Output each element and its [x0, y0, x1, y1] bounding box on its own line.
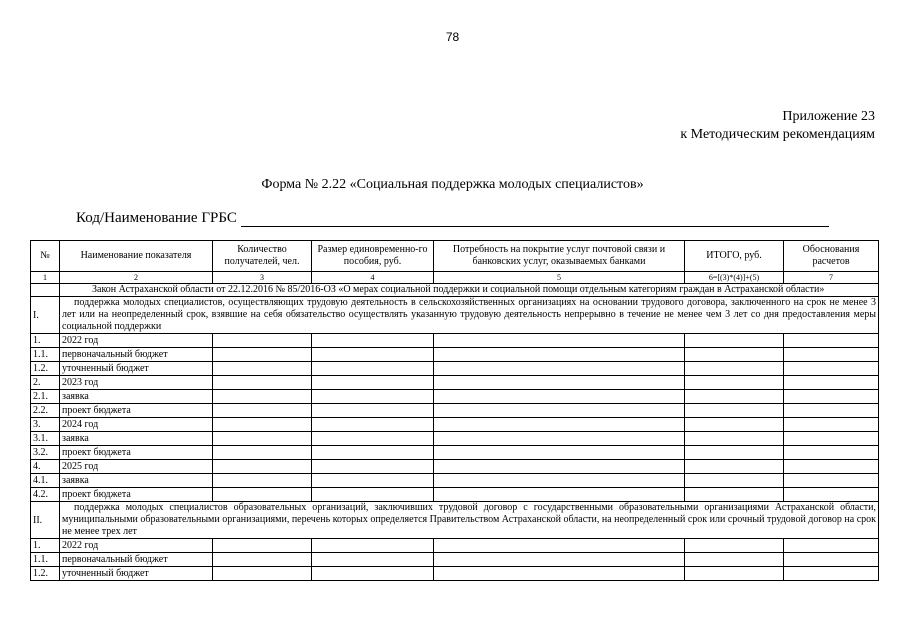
indicator-label: проект бюджета: [60, 446, 213, 460]
empty-value-cell[interactable]: [213, 334, 312, 348]
empty-value-cell[interactable]: [434, 460, 685, 474]
indicator-label: проект бюджета: [60, 404, 213, 418]
empty-value-cell[interactable]: [312, 474, 434, 488]
table-row: [31, 553, 879, 567]
table-row: [31, 567, 879, 581]
header-row: [31, 241, 879, 272]
indicator-label: проект бюджета: [60, 488, 213, 502]
empty-value-cell[interactable]: [685, 362, 784, 376]
form-title: Форма № 2.22 «Социальная поддержка молодых специалистов»: [261, 177, 644, 192]
empty-value-cell[interactable]: [784, 446, 879, 460]
table-row: [31, 539, 879, 553]
empty-value-cell[interactable]: [213, 348, 312, 362]
empty-value-cell[interactable]: [434, 553, 685, 567]
year-label: 2022 год: [60, 539, 213, 553]
year-label: 2022 год: [60, 334, 213, 348]
empty-value-cell[interactable]: [685, 553, 784, 567]
law-row: [31, 284, 879, 297]
table-row: [31, 460, 879, 474]
column-number: 5: [434, 272, 685, 284]
empty-value-cell[interactable]: [784, 418, 879, 432]
empty-value-cell[interactable]: [312, 488, 434, 502]
year-label: 2023 год: [60, 376, 213, 390]
empty-value-cell[interactable]: [213, 432, 312, 446]
empty-value-cell[interactable]: [685, 418, 784, 432]
table-row: [31, 404, 879, 418]
empty-value-cell[interactable]: [312, 390, 434, 404]
grbs-field: [76, 210, 829, 227]
row-number: 3.: [31, 418, 60, 432]
empty-value-cell[interactable]: [685, 539, 784, 553]
indicator-label: первоначальный бюджет: [60, 348, 213, 362]
col-header-allowance: Размер единовременно-го пособия, руб.: [312, 241, 434, 272]
empty-value-cell[interactable]: [312, 348, 434, 362]
empty-value-cell[interactable]: [784, 334, 879, 348]
row-number: 3.2.: [31, 446, 60, 460]
year-label: 2025 год: [60, 460, 213, 474]
empty-value-cell[interactable]: [213, 539, 312, 553]
section-description: поддержка молодых специалистов, осуществляющих трудовую деятельность в сельскохозяйственных организациях на основании трудового договора, заключенного на срок не менее 3 лет или на неопределенный срок, взявшие на себя обязательство осуществлять указанную трудовую деятельность непрерывно в течение не менее чем 3 лет со дня предоставления меры социальной поддержки: [60, 297, 879, 334]
table-body: [31, 272, 879, 581]
empty-value-cell[interactable]: [784, 539, 879, 553]
empty-value-cell[interactable]: [312, 404, 434, 418]
empty-value-cell[interactable]: [312, 539, 434, 553]
empty-value-cell[interactable]: [784, 474, 879, 488]
column-number: 1: [31, 272, 60, 284]
row-number: 1.1.: [31, 553, 60, 567]
row-number: 1.1.: [31, 348, 60, 362]
empty-value-cell[interactable]: [784, 390, 879, 404]
empty-value-cell[interactable]: [685, 474, 784, 488]
empty-value-cell[interactable]: [312, 432, 434, 446]
empty-value-cell[interactable]: [784, 376, 879, 390]
empty-value-cell[interactable]: [784, 460, 879, 474]
section-row: [31, 297, 879, 334]
empty-value-cell[interactable]: [784, 404, 879, 418]
indicator-label: заявка: [60, 474, 213, 488]
empty-value-cell[interactable]: [784, 488, 879, 502]
row-number: 1.: [31, 334, 60, 348]
grbs-fill-line: [241, 213, 829, 227]
empty-value-cell[interactable]: [434, 348, 685, 362]
row-number: 2.2.: [31, 404, 60, 418]
empty-value-cell[interactable]: [312, 553, 434, 567]
row-number: 1.2.: [31, 362, 60, 376]
indicator-label: уточненный бюджет: [60, 362, 213, 376]
row-number: 4.1.: [31, 474, 60, 488]
indicator-label: заявка: [60, 432, 213, 446]
appendix-line-2: к Методическим рекомендациям: [680, 127, 875, 142]
table-row: [31, 334, 879, 348]
empty-value-cell[interactable]: [784, 432, 879, 446]
column-number: 2: [60, 272, 213, 284]
empty-value-cell[interactable]: [685, 404, 784, 418]
law-text: Закон Астраханской области от 22.12.2016 № 85/2016-ОЗ «О мерах социальной поддержки и социальной помощи отдельным категориям граждан в Астраханской области»: [60, 284, 879, 297]
row-number: 3.1.: [31, 432, 60, 446]
empty-value-cell[interactable]: [213, 553, 312, 567]
empty-value-cell[interactable]: [434, 567, 685, 581]
empty-value-cell[interactable]: [213, 376, 312, 390]
indicator-label: первоначальный бюджет: [60, 553, 213, 567]
empty-value-cell[interactable]: [784, 362, 879, 376]
col-header-justification: Обоснования расчетов: [784, 241, 879, 272]
column-number: 3: [213, 272, 312, 284]
empty-value-cell[interactable]: [434, 539, 685, 553]
table-row: [31, 348, 879, 362]
empty-value-cell[interactable]: [434, 376, 685, 390]
col-header-indicator: Наименование показателя: [60, 241, 213, 272]
empty-value-cell[interactable]: [434, 446, 685, 460]
table-row: [31, 432, 879, 446]
row-number: 2.1.: [31, 390, 60, 404]
row-number: 4.: [31, 460, 60, 474]
empty-value-cell[interactable]: [434, 474, 685, 488]
row-number: 2.: [31, 376, 60, 390]
empty-value-cell[interactable]: [213, 460, 312, 474]
col-header-num: №: [31, 241, 60, 272]
col-header-recipients: Количество получателей, чел.: [213, 241, 312, 272]
appendix-caption: [680, 108, 875, 144]
empty-value-cell[interactable]: [685, 432, 784, 446]
table-row: [31, 474, 879, 488]
year-label: 2024 год: [60, 418, 213, 432]
empty-value-cell[interactable]: [685, 376, 784, 390]
section-row: [31, 502, 879, 539]
column-number: 7: [784, 272, 879, 284]
empty-value-cell[interactable]: [213, 567, 312, 581]
column-number: 6=[(3)*(4)]+(5): [685, 272, 784, 284]
empty-value-cell[interactable]: [213, 404, 312, 418]
empty-value-cell[interactable]: [434, 432, 685, 446]
row-number: 1.2.: [31, 567, 60, 581]
empty-value-cell[interactable]: [685, 488, 784, 502]
empty-value-cell[interactable]: [784, 348, 879, 362]
empty-value-cell[interactable]: [434, 362, 685, 376]
report-table: [30, 240, 879, 581]
empty-value-cell[interactable]: [685, 567, 784, 581]
empty-value-cell[interactable]: [685, 446, 784, 460]
empty-value-cell[interactable]: [784, 567, 879, 581]
empty-value-cell[interactable]: [685, 460, 784, 474]
empty-value-cell[interactable]: [213, 446, 312, 460]
indicator-label: заявка: [60, 390, 213, 404]
empty-value-cell[interactable]: [213, 390, 312, 404]
empty-value-cell[interactable]: [434, 404, 685, 418]
row-number: 4.2.: [31, 488, 60, 502]
grbs-label: Код/Наименование ГРБС: [76, 210, 237, 226]
empty-value-cell[interactable]: [685, 348, 784, 362]
empty-value-cell[interactable]: [213, 488, 312, 502]
table-row: [31, 488, 879, 502]
table-row: [31, 418, 879, 432]
col-header-total: ИТОГО, руб.: [685, 241, 784, 272]
empty-value-cell[interactable]: [434, 488, 685, 502]
empty-value-cell[interactable]: [685, 334, 784, 348]
table-row: [31, 376, 879, 390]
column-number: 4: [312, 272, 434, 284]
col-header-services: Потребность на покрытие услуг почтовой связи и банковских услуг, оказываемых банками: [434, 241, 685, 272]
empty-value-cell[interactable]: [312, 362, 434, 376]
empty-value-cell[interactable]: [434, 418, 685, 432]
table-row: [31, 362, 879, 376]
empty-value-cell[interactable]: [784, 553, 879, 567]
section-number: I.: [31, 297, 60, 334]
empty-value-cell[interactable]: [434, 334, 685, 348]
table-row: [31, 390, 879, 404]
empty-value-cell[interactable]: [685, 390, 784, 404]
empty-value-cell[interactable]: [312, 567, 434, 581]
empty-value-cell[interactable]: [213, 474, 312, 488]
empty-value-cell[interactable]: [312, 376, 434, 390]
row-number: 1.: [31, 539, 60, 553]
section-number: II.: [31, 502, 60, 539]
appendix-line-1: Приложение 23: [782, 109, 875, 124]
section-description: поддержка молодых специалистов образовательных организаций, заключивших трудовой договор с государственными образовательными организациями Астраханской области, муниципальными образовательными организациями, перечень которых определяется Правительством Астраханской области, на неопределенный срок или срочный трудовой договор на срок не менее трех лет: [60, 502, 879, 539]
empty-value-cell[interactable]: [312, 418, 434, 432]
page-number: 78: [445, 30, 460, 44]
empty-value-cell[interactable]: [312, 446, 434, 460]
empty-value-cell[interactable]: [312, 460, 434, 474]
empty-value-cell[interactable]: [213, 362, 312, 376]
indicator-label: уточненный бюджет: [60, 567, 213, 581]
empty-value-cell[interactable]: [434, 390, 685, 404]
empty-value-cell[interactable]: [312, 334, 434, 348]
column-numbers-row: [31, 272, 879, 284]
empty-value-cell[interactable]: [213, 418, 312, 432]
table-row: [31, 446, 879, 460]
